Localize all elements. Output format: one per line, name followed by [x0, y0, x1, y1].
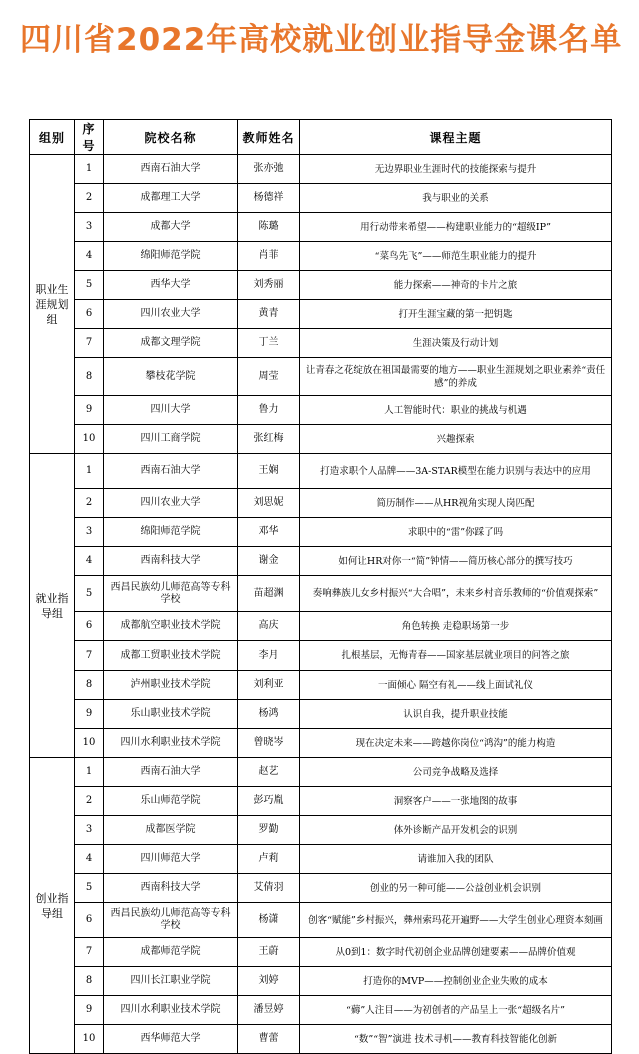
table-row: [30, 358, 612, 396]
row-number-cell: 5: [75, 271, 104, 300]
teacher-name-cell: 王蔚: [238, 938, 300, 967]
teacher-name-cell: 杨德祥: [238, 184, 300, 213]
teacher-name-cell: 罗勤: [238, 816, 300, 845]
group-name-cell: 就业指导组: [30, 454, 75, 758]
row-number-cell: 4: [75, 845, 104, 874]
course-topic-cell: 求职中的“雷”你踩了吗: [300, 518, 612, 547]
school-name-cell: 四川水利职业技术学院: [104, 729, 238, 758]
row-number-cell: 9: [75, 396, 104, 425]
row-number-cell: 1: [75, 155, 104, 184]
table-row: [30, 1025, 612, 1054]
school-name-cell: 四川工商学院: [104, 425, 238, 454]
course-topic-cell: 体外诊断产品开发机会的识别: [300, 816, 612, 845]
course-topic-cell: 洞察客户——一张地图的故事: [300, 787, 612, 816]
row-number-cell: 9: [75, 700, 104, 729]
course-topic-cell: 角色转换 走稳职场第一步: [300, 612, 612, 641]
course-topic-cell: 简历制作——从HR视角实现人岗匹配: [300, 489, 612, 518]
course-topic-cell: 人工智能时代：职业的挑战与机遇: [300, 396, 612, 425]
school-name-cell: 西南科技大学: [104, 874, 238, 903]
row-number-cell: 5: [75, 874, 104, 903]
teacher-name-cell: 刘秀丽: [238, 271, 300, 300]
table-row: [30, 967, 612, 996]
row-number-cell: 6: [75, 903, 104, 938]
group-name-cell: 创业指导组: [30, 758, 75, 1054]
school-name-cell: 成都师范学院: [104, 938, 238, 967]
row-number-cell: 8: [75, 671, 104, 700]
row-number-cell: 3: [75, 213, 104, 242]
row-number-cell: 10: [75, 729, 104, 758]
school-name-cell: 四川师范大学: [104, 845, 238, 874]
course-topic-cell: “数”“智”演进 技术寻机——教育科技智能化创新: [300, 1025, 612, 1054]
table-row: [30, 547, 612, 576]
teacher-name-cell: 张亦弛: [238, 155, 300, 184]
table-row: [30, 396, 612, 425]
school-name-cell: 西南石油大学: [104, 758, 238, 787]
table-row: [30, 329, 612, 358]
table-row: [30, 242, 612, 271]
header-number: 序号: [75, 120, 104, 155]
course-topic-cell: 从0到1：数字时代初创企业品牌创建要素——品牌价值观: [300, 938, 612, 967]
table-row: [30, 213, 612, 242]
school-name-cell: 绵阳师范学院: [104, 242, 238, 271]
row-number-cell: 3: [75, 816, 104, 845]
teacher-name-cell: 王娴: [238, 454, 300, 489]
course-topic-cell: 打开生涯宝藏的第一把钥匙: [300, 300, 612, 329]
school-name-cell: 四川大学: [104, 396, 238, 425]
row-number-cell: 2: [75, 184, 104, 213]
school-name-cell: 四川水利职业技术学院: [104, 996, 238, 1025]
table-row: [30, 700, 612, 729]
school-name-cell: 西昌民族幼儿师范高等专科学校: [104, 576, 238, 612]
teacher-name-cell: 赵艺: [238, 758, 300, 787]
teacher-name-cell: 曾晓岑: [238, 729, 300, 758]
header-group: 组别: [30, 120, 75, 155]
table-row: [30, 816, 612, 845]
table-header-row: [30, 120, 612, 155]
school-name-cell: 西华大学: [104, 271, 238, 300]
course-topic-cell: 如何让HR对你一“简”钟情——简历核心部分的撰写技巧: [300, 547, 612, 576]
table-row: [30, 903, 612, 938]
row-number-cell: 4: [75, 547, 104, 576]
table-row: [30, 758, 612, 787]
table-row: [30, 155, 612, 184]
school-name-cell: 乐山职业技术学院: [104, 700, 238, 729]
school-name-cell: 西南科技大学: [104, 547, 238, 576]
row-number-cell: 6: [75, 612, 104, 641]
course-topic-cell: 公司竞争战略及选择: [300, 758, 612, 787]
course-topic-cell: 无边界职业生涯时代的技能探索与提升: [300, 155, 612, 184]
row-number-cell: 4: [75, 242, 104, 271]
school-name-cell: 成都大学: [104, 213, 238, 242]
group-name-cell: 职业生涯规划组: [30, 155, 75, 454]
teacher-name-cell: 谢金: [238, 547, 300, 576]
row-number-cell: 7: [75, 938, 104, 967]
course-topic-cell: 一面倾心 隔空有礼——线上面试礼仪: [300, 671, 612, 700]
school-name-cell: 泸州职业技术学院: [104, 671, 238, 700]
school-name-cell: 成都文理学院: [104, 329, 238, 358]
table-row: [30, 576, 612, 612]
course-topic-cell: 认识自我，提升职业技能: [300, 700, 612, 729]
course-list-table: [29, 119, 612, 1054]
school-name-cell: 西南石油大学: [104, 454, 238, 489]
row-number-cell: 7: [75, 329, 104, 358]
teacher-name-cell: 刘婷: [238, 967, 300, 996]
table-row: [30, 518, 612, 547]
school-name-cell: 成都医学院: [104, 816, 238, 845]
teacher-name-cell: 刘思妮: [238, 489, 300, 518]
table-row: [30, 489, 612, 518]
teacher-name-cell: 曹蕾: [238, 1025, 300, 1054]
table-row: [30, 184, 612, 213]
school-name-cell: 成都工贸职业技术学院: [104, 641, 238, 671]
table-row: [30, 671, 612, 700]
teacher-name-cell: 高庆: [238, 612, 300, 641]
table-row: [30, 271, 612, 300]
course-topic-cell: “薅”人注目——为初创者的产品呈上一张“超级名片”: [300, 996, 612, 1025]
header-school: 院校名称: [104, 120, 238, 155]
teacher-name-cell: 邓华: [238, 518, 300, 547]
teacher-name-cell: 鲁力: [238, 396, 300, 425]
course-topic-cell: 我与职业的关系: [300, 184, 612, 213]
teacher-name-cell: 丁兰: [238, 329, 300, 358]
row-number-cell: 3: [75, 518, 104, 547]
school-name-cell: 成都航空职业技术学院: [104, 612, 238, 641]
course-topic-cell: “菜鸟先飞”——师范生职业能力的提升: [300, 242, 612, 271]
table-row: [30, 938, 612, 967]
course-topic-cell: 奏响彝族儿女乡村振兴“大合唱”，未来乡村音乐教师的“价值观探索”: [300, 576, 612, 612]
teacher-name-cell: 刘利亚: [238, 671, 300, 700]
table-row: [30, 787, 612, 816]
teacher-name-cell: 卢莉: [238, 845, 300, 874]
course-topic-cell: 创业的另一种可能——公益创业机会识别: [300, 874, 612, 903]
table-row: [30, 874, 612, 903]
table-row: [30, 996, 612, 1025]
page-title: 四川省2022年高校就业创业指导金课名单: [20, 22, 623, 58]
row-number-cell: 10: [75, 425, 104, 454]
course-topic-cell: 让青春之花绽放在祖国最需要的地方——职业生涯规划之职业素养“责任感”的养成: [300, 358, 612, 396]
header-topic: 课程主题: [300, 120, 612, 155]
teacher-name-cell: 肖菲: [238, 242, 300, 271]
teacher-name-cell: 潘昱婷: [238, 996, 300, 1025]
table-row: [30, 641, 612, 671]
table-row: [30, 425, 612, 454]
course-topic-cell: 能力探索——神奇的卡片之旅: [300, 271, 612, 300]
row-number-cell: 7: [75, 641, 104, 671]
school-name-cell: 四川农业大学: [104, 300, 238, 329]
row-number-cell: 1: [75, 758, 104, 787]
row-number-cell: 2: [75, 787, 104, 816]
school-name-cell: 西华师范大学: [104, 1025, 238, 1054]
school-name-cell: 西南石油大学: [104, 155, 238, 184]
course-topic-cell: 请谁加入我的团队: [300, 845, 612, 874]
table-row: [30, 300, 612, 329]
course-topic-cell: 创客“赋能”乡村振兴，彝州索玛花开遍野——大学生创业心理资本刻画: [300, 903, 612, 938]
row-number-cell: 6: [75, 300, 104, 329]
teacher-name-cell: 苗超渊: [238, 576, 300, 612]
row-number-cell: 2: [75, 489, 104, 518]
table-row: [30, 612, 612, 641]
school-name-cell: 攀枝花学院: [104, 358, 238, 396]
school-name-cell: 四川农业大学: [104, 489, 238, 518]
course-topic-cell: 兴趣探索: [300, 425, 612, 454]
teacher-name-cell: 杨潇: [238, 903, 300, 938]
school-name-cell: 绵阳师范学院: [104, 518, 238, 547]
row-number-cell: 1: [75, 454, 104, 489]
table-row: [30, 729, 612, 758]
table-row: [30, 454, 612, 489]
teacher-name-cell: 艾倩羽: [238, 874, 300, 903]
course-topic-cell: 扎根基层，无悔青春——国家基层就业项目的问答之旅: [300, 641, 612, 671]
row-number-cell: 8: [75, 358, 104, 396]
row-number-cell: 10: [75, 1025, 104, 1054]
course-topic-cell: 现在决定未来——跨越你岗位“鸿沟”的能力构造: [300, 729, 612, 758]
row-number-cell: 8: [75, 967, 104, 996]
header-teacher: 教师姓名: [238, 120, 300, 155]
school-name-cell: 成都理工大学: [104, 184, 238, 213]
school-name-cell: 乐山师范学院: [104, 787, 238, 816]
row-number-cell: 9: [75, 996, 104, 1025]
school-name-cell: 西昌民族幼儿师范高等专科学校: [104, 903, 238, 938]
teacher-name-cell: 陈璐: [238, 213, 300, 242]
teacher-name-cell: 周莹: [238, 358, 300, 396]
teacher-name-cell: 张红梅: [238, 425, 300, 454]
course-topic-cell: 用行动带来希望——构建职业能力的“超级IP”: [300, 213, 612, 242]
teacher-name-cell: 彭巧胤: [238, 787, 300, 816]
course-topic-cell: 打造你的MVP——控制创业企业失败的成本: [300, 967, 612, 996]
course-topic-cell: 打造求职个人品牌——3A-STAR模型在能力识别与表达中的应用: [300, 454, 612, 489]
table-row: [30, 845, 612, 874]
teacher-name-cell: 黄青: [238, 300, 300, 329]
teacher-name-cell: 杨鸿: [238, 700, 300, 729]
course-topic-cell: 生涯决策及行动计划: [300, 329, 612, 358]
teacher-name-cell: 李月: [238, 641, 300, 671]
school-name-cell: 四川长江职业学院: [104, 967, 238, 996]
row-number-cell: 5: [75, 576, 104, 612]
